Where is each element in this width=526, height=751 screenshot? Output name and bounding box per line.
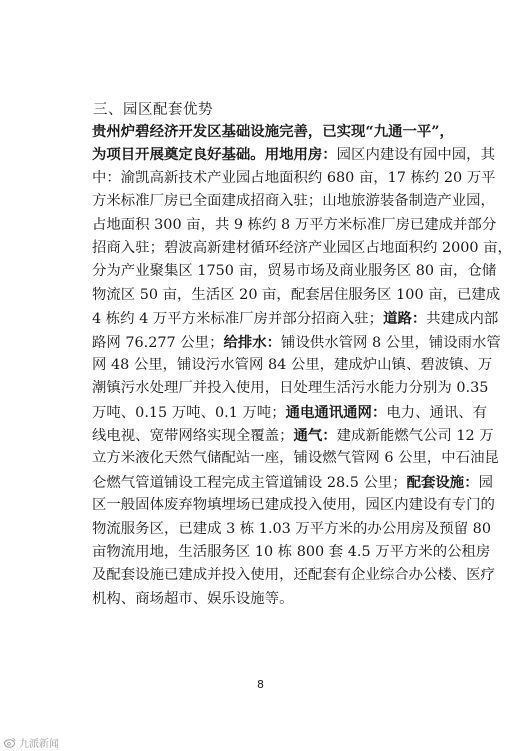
- text-run: 物流区 50 亩，生活区 20 亩，配套居住服务区 100 亩，已建成: [92, 286, 501, 303]
- text-run: 4 栋约 4 万平方米标准厂房并部分招商入驻；: [92, 311, 384, 328]
- text-run: 占地面积 300 亩，共 9 栋约 8 万平方米标准厂房已建成并部分: [92, 216, 497, 233]
- text-run: 及配套设施已建成并投入使用，还配套有企业综合办公楼、医疗: [92, 567, 495, 584]
- watermark: [4, 735, 59, 750]
- bold-text-run: 道路：: [383, 310, 427, 328]
- paragraph-line: [92, 588, 466, 611]
- weibo-icon: [4, 737, 16, 748]
- text-run: 物流服务区，已建成 3 栋 1.03 万平方米的办公用房及预留 80: [92, 520, 491, 537]
- bold-text-run: 通气：: [293, 427, 337, 445]
- text-run: 招商入驻；碧波高新建材循环经济产业园区占地面积约 2000 亩，: [92, 239, 512, 256]
- text-run: 潮镇污水处理厂并投入使用，日处理生活污水能力分别为 0.35: [92, 380, 489, 397]
- text-run: 中：渝凯高新技术产业园占地面积约 680 亩，17 栋约 20 万平: [92, 169, 496, 186]
- bold-text-run: 贵州炉碧经济开发区基础设施完善，已实现“九通一平”，: [92, 123, 454, 140]
- paragraph-line: [92, 214, 497, 237]
- text-run: 园: [478, 474, 493, 491]
- paragraph-line: [92, 237, 512, 260]
- paragraph-line: [92, 167, 496, 190]
- paragraph-line: [92, 120, 466, 143]
- paragraph-line: [92, 354, 493, 377]
- bold-text-run: 通电通讯通网：: [285, 403, 387, 421]
- paragraph-line: [92, 518, 491, 541]
- paragraph-line: [92, 331, 501, 354]
- text-run: 铺设供水管网 8 公里，铺设雨水管: [281, 334, 501, 351]
- text-run: 共建成内部: [426, 311, 499, 328]
- paragraph-line: [92, 284, 501, 307]
- paragraph-line: [92, 190, 495, 213]
- bold-text-run: 给排水：: [223, 333, 282, 351]
- section-heading: 三、园区配套优势: [93, 102, 213, 118]
- paragraph-line: [92, 564, 495, 587]
- text-run: 线电视、宽带网络实现全覆盖；: [92, 428, 294, 445]
- paragraph-line: [92, 260, 497, 283]
- text-run: 方米标准厂房已全面建成招商入驻；山地旅游装备制造产业园，: [92, 193, 495, 210]
- text-run: 区一般固体废弃物填埋场已建成投入使用，园区内建设有专门的: [92, 497, 495, 514]
- text-run: 电力、通讯、有: [386, 404, 488, 421]
- text-run: 园区内建设有园中园，其: [336, 147, 495, 164]
- text-run: 万吨、0.15 万吨、0.1 万吨；: [92, 404, 286, 421]
- paragraph-line: [92, 541, 491, 564]
- text-run: 路网 76.277 公里；: [92, 334, 224, 351]
- body-paragraph: [92, 120, 512, 611]
- paragraph-line: [92, 307, 499, 330]
- text-run: 立方米液化天然气储配站一座，铺设燃气管网 6 公里，中石油昆: [92, 450, 499, 467]
- watermark-text: 九派新闻: [19, 739, 59, 750]
- paragraph-line: [92, 424, 494, 447]
- bold-text-run: 为项目开展奠定良好基础。用地用房：: [92, 146, 337, 164]
- paragraph-line: [92, 471, 493, 494]
- paragraph-line: [92, 143, 495, 166]
- paragraph-line: [92, 401, 488, 424]
- text-run: 建成新能燃气公司 12 万: [336, 428, 494, 445]
- text-run: 仑燃气管道铺设工程完成主管道铺设 28.5 公里；: [92, 474, 407, 491]
- text-run: 分为产业聚集区 1750 亩，贸易市场及商业服务区 80 亩，仓储: [92, 263, 497, 280]
- text-run: 网 48 公里，铺设污水管网 84 公里，建成炉山镇、碧波镇、万: [92, 356, 493, 373]
- page-number: 8: [257, 678, 264, 691]
- text-run: 机构、商场超市、娱乐设施等。: [92, 590, 294, 607]
- paragraph-line: [92, 494, 495, 517]
- bold-text-run: 配套设施：: [406, 473, 479, 491]
- text-run: 亩物流用地，生活服务区 10 栋 800 套 4.5 万平方米的公租房: [92, 544, 491, 561]
- paragraph-line: [92, 447, 499, 470]
- paragraph-line: [92, 377, 489, 400]
